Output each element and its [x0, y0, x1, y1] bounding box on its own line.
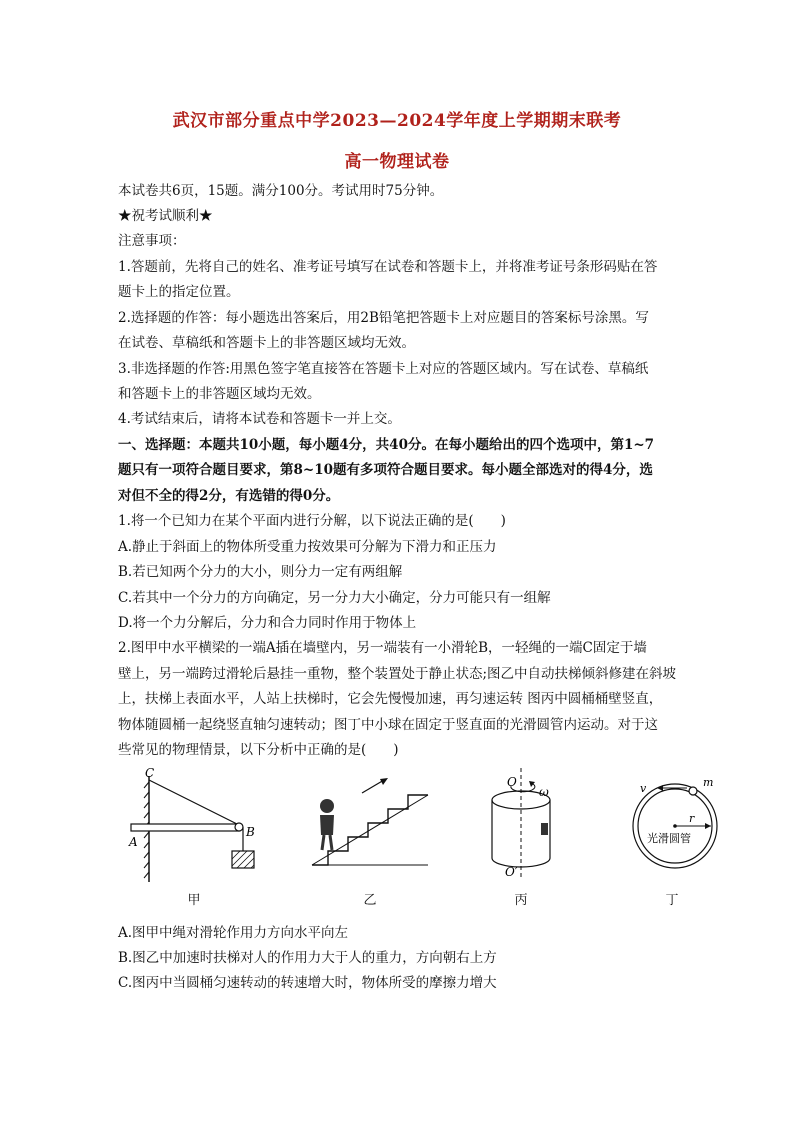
label-o-prime: O′: [505, 865, 518, 879]
q2-option-c: C.图丙中当圆桶匀速转动的转速增大时，物体所受的摩擦力增大: [118, 975, 497, 991]
label-omega: ω: [539, 785, 549, 799]
q2-stem-line-5: 些常见的物理情景，以下分析中正确的是( ): [118, 742, 399, 758]
figure-jia-beam-pulley: [125, 760, 265, 885]
q2-stem-line-4: 物体随圆桶一起绕竖直轴匀速转动；图丁中小球在固定于竖直面的光滑圆管内运动。对于这: [118, 717, 658, 733]
section-1-line-2: 题只有一项符合题目要求，第8~10题有多项符合题目要求。每小题全部选对的得4分，选: [118, 462, 653, 478]
figure-ding-circular-tube: [625, 760, 730, 885]
note-1-line-2: 题卡上的指定位置。: [118, 284, 240, 300]
note-2-line-2: 在试卷、草稿纸和答题卡上的非答题区域均无效。: [118, 335, 415, 351]
figure-label-ding: 丁: [665, 893, 679, 908]
good-luck: ★祝考试顺利★: [118, 208, 213, 224]
exam-subtitle: 高一物理试卷: [344, 152, 450, 172]
label-c: C: [145, 766, 155, 780]
label-smooth-tube: 光滑圆管: [647, 832, 691, 845]
section-1-line-1: 一、选择题：本题共10小题，每小题4分，共40分。在每小题给出的四个选项中，第1~7: [118, 437, 655, 453]
q1-option-d: D.将一个力分解后，分力和合力同时作用于物体上: [118, 615, 417, 631]
figure-yi-escalator: [300, 760, 440, 885]
exam-title: 武汉市部分重点中学2023—2024学年度上学期期末联考: [172, 111, 622, 131]
section-1-line-3: 对但不全的得2分，有选错的得0分。: [118, 488, 340, 504]
q2-option-b: B.图乙中加速时扶梯对人的作用力大于人的重力，方向朝右上方: [118, 950, 497, 966]
q2-option-a: A.图甲中绳对滑轮作用力方向水平向左: [118, 925, 349, 941]
q1-option-a: A.静止于斜面上的物体所受重力按效果可分解为下滑力和正压力: [118, 539, 497, 555]
label-b: B: [246, 825, 255, 839]
label-a: A: [129, 835, 138, 849]
note-4: 4.考试结束后，请将本试卷和答题卡一并上交。: [118, 411, 401, 427]
figure-label-jia: 甲: [187, 893, 201, 908]
note-1-line-1: 1.答题前，先将自己的姓名、准考证号填写在试卷和答题卡上，并将准考证号条形码贴在答: [118, 259, 658, 275]
q2-stem-line-2: 壁上，另一端跨过滑轮后悬挂一重物，整个装置处于静止状态;图乙中自动扶梯倾斜修建在斜坡: [118, 666, 677, 682]
q2-stem-line-3: 上，扶梯上表面水平，人站上扶梯时，它会先慢慢加速，再匀速运转 图丙中圆桶桶壁竖直，: [118, 691, 663, 707]
q1-stem: 1.将一个已知力在某个平面内进行分解，以下说法正确的是( ): [118, 513, 506, 529]
label-r: r: [689, 812, 695, 825]
label-v: v: [640, 782, 647, 795]
figure-label-yi: 乙: [363, 893, 377, 908]
note-2-line-1: 2.选择题的作答：每小题选出答案后，用2B铅笔把答题卡上对应题目的答案标号涂黑。写: [118, 310, 649, 326]
note-3-line-2: 和答题卡上的非答题区域均无效。: [118, 386, 321, 402]
figure-bing-rotating-cylinder: [475, 760, 585, 885]
exam-info: 本试卷共6页，15题。满分100分。考试用时75分钟。: [118, 183, 444, 199]
label-o: O: [507, 775, 517, 789]
q1-option-c: C.若其中一个分力的方向确定，另一分力大小确定，分力可能只有一组解: [118, 590, 551, 606]
note-3-line-1: 3.非选择题的作答:用黑色签字笔直接答在答题卡上对应的答题区域内。写在试卷、草稿纸: [118, 361, 649, 377]
q1-option-b: B.若已知两个分力的大小，则分力一定有两组解: [118, 564, 403, 580]
notes-heading: 注意事项：: [118, 233, 186, 249]
label-m: m: [703, 776, 714, 789]
figure-label-bing: 丙: [514, 893, 528, 908]
q2-stem-line-1: 2.图甲中水平横梁的一端A插在墙壁内，另一端装有一小滑轮B，一轻绳的一端C固定于墙: [118, 640, 647, 656]
